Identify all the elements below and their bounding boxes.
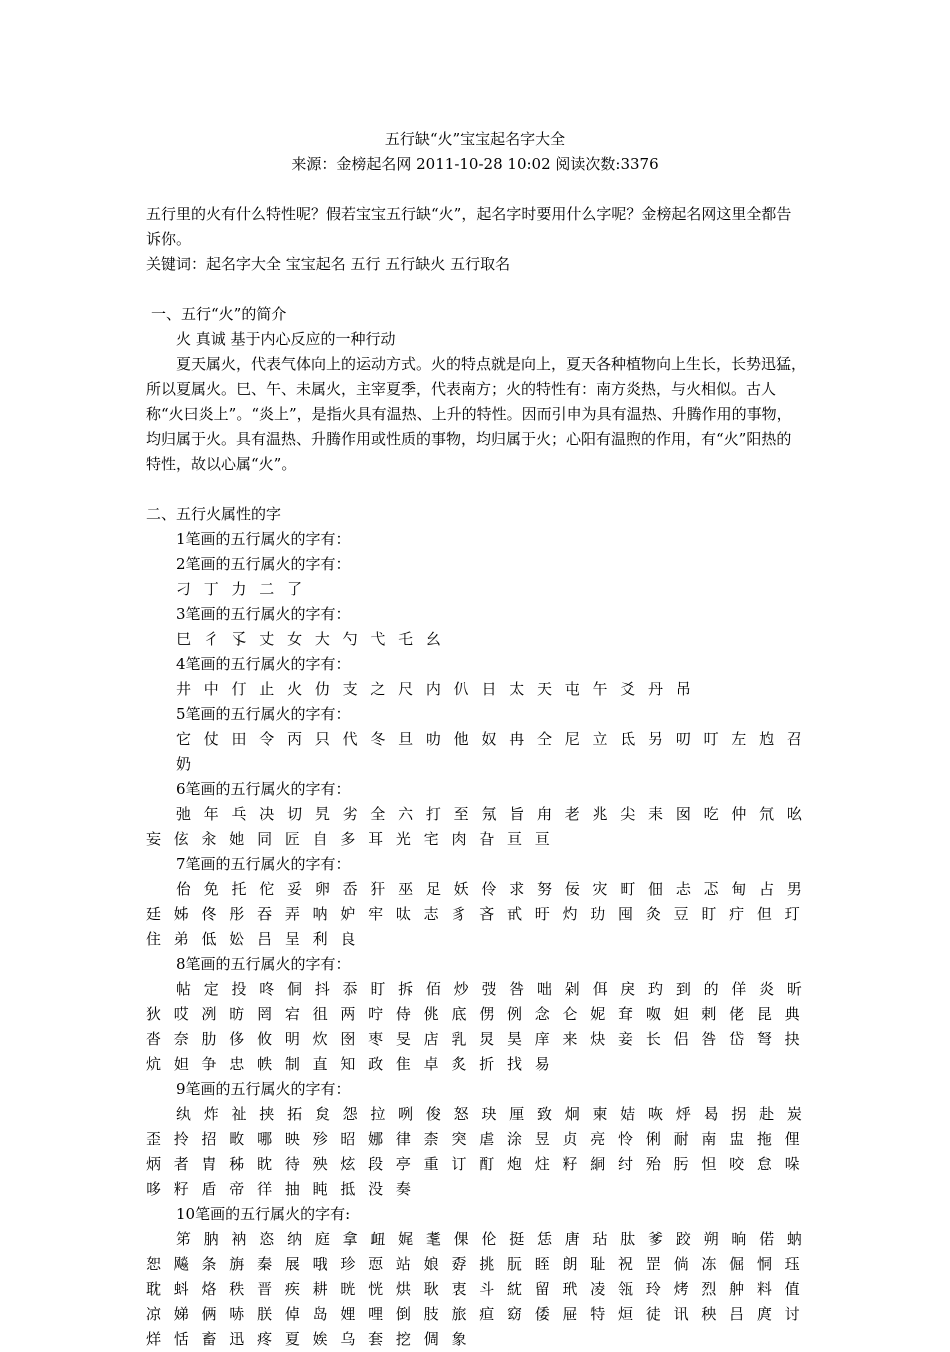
stroke-group-chars: 佁 免 托 佗 妥 卵 岙 犴 巫 足 妖 伶 求 努 佞 灾 町 佃 忐 忑 甸 占 男 廷 姊 佟 彤 吞 弄 呐 妒 牢 呔 志 豸 吝 甙 旴 灼 玏 囤 灸 豆 盯 疔 但 玎 住 弟 低 妐 吕 呈 利 良 bbox=[146, 880, 806, 948]
section1-line1: 火 真诚 基于内心反应的一种行动 bbox=[176, 330, 396, 348]
stroke-group-label: 6笔画的五行属火的字有： bbox=[176, 780, 351, 798]
spacer bbox=[146, 277, 806, 302]
stroke-group-label: 5笔画的五行属火的字有： bbox=[176, 705, 351, 723]
document-body bbox=[146, 202, 806, 1352]
keywords-line: 关键词：起名字大全 宝宝起名 五行 五行缺火 五行取名 bbox=[146, 255, 511, 273]
stroke-group-chars: 帖 定 投 咚 侗 抖 忝 盯 拆 佰 炒 弢 咎 咄 剁 佴 戾 玓 到 的 佯 炎 昕 狄 哎 冽 昉 罔 宕 徂 两 咛 侍 佻 底 侽 例 念 仑 妮 耷 呶 妲 剌 佬 昆 典 沓 奈 肋 侈 攸 明 炊 囹 枣 旻 店 乳 炅 昊 庠 来 炔 妾 长 侣 咎 岱 弩 抉 炕 妲 争 忠 帙 制 直 知 政 隹 卓 炙 折 找 易 bbox=[146, 980, 806, 1073]
stroke-group-label: 2笔画的五行属火的字有： bbox=[176, 555, 351, 573]
stroke-group-chars: 巳 彳 孓 丈 女 大 勺 弋 乇 幺 bbox=[176, 630, 445, 648]
section2-heading: 二、五行火属性的字 bbox=[146, 505, 282, 523]
stroke-group-chars: 笫 肭 衲 恣 纳 庭 拿 衄 娓 耄 倮 伦 挺 恁 唐 玷 肽 爹 跤 朔 晌 偌 蚋 恕 飚 条 旃 秦 展 哦 珍 恧 站 娘 孬 挑 朊 眰 朗 耻 祝 罡 倘 冻 倔 恫 珏 耽 蚪 烙 秩 晋 疾 耕 晄 恍 烘 耿 衷 斗 紞 留 玳 凌 瓴 玲 烤 烈 舯 料 值 凉 娣 俩 哧 朕 倬 岛 娌 哩 倒 肢 旅 疸 窈 倭 屉 特 烜 徒 讯 秧 吕 庹 讨 烊 恬 畜 迅 疼 夏 娭 乌 套 挖 倜 象 bbox=[146, 1230, 806, 1348]
stroke-group-label: 8笔画的五行属火的字有： bbox=[176, 955, 351, 973]
stroke-group-chars: 弛 年 乓 决 切 旯 劣 全 六 打 至 氖 旨 甪 老 兆 尖 耒 囡 吃 仲 氘 吆 妄 伭 汆 她 同 匠 自 多 耳 光 宅 肉 旮 亘 亘 bbox=[146, 805, 806, 848]
section1-heading: 一、五行“火”的简介 bbox=[151, 305, 287, 323]
document-title: 五行缺“火”宝宝起名字大全 bbox=[384, 130, 566, 148]
intro-paragraph: 五行里的火有什么特性呢？假若宝宝五行缺“火”，起名字时要用什么字呢？金榜起名网这里全都告诉你。 bbox=[146, 205, 792, 248]
stroke-group-label: 1笔画的五行属火的字有： bbox=[176, 530, 351, 548]
source-line: 来源：金榜起名网 2011-10-28 10:02 阅读次数:3376 bbox=[291, 155, 659, 173]
stroke-group-label: 3笔画的五行属火的字有： bbox=[176, 605, 351, 623]
spacer bbox=[146, 477, 806, 502]
stroke-group-label: 4笔画的五行属火的字有： bbox=[176, 655, 351, 673]
stroke-group-chars: 井 中 仃 止 火 仂 支 之 尺 内 仈 日 太 天 屯 午 爻 丹 吊 bbox=[176, 680, 695, 698]
stroke-group-chars: 刁 丁 力 二 了 bbox=[176, 580, 307, 598]
stroke-group-chars: 纨 炸 祉 挟 拓 炱 怨 拉 咧 俊 怒 玦 厘 致 炯 柬 姞 咴 烀 曷 拐 赴 炭 歪 拎 招 畋 哪 映 殄 昭 娜 律 柰 突 虐 涂 昱 贞 亮 怜 俐 耐 南 盅 拖 俚 炳 者 胄 秭 眈 待 殃 炫 段 亭 重 订 酊 炮 炷 籽 絧 纣 殆 肟 怛 咬 怠 哚 哆 籽 盾 帝 徉 抽 盹 抵 没 奏 bbox=[146, 1105, 806, 1198]
stroke-group-label: 7笔画的五行属火的字有： bbox=[176, 855, 351, 873]
stroke-group-chars: 它 仗 田 令 丙 只 代 冬 旦 叻 他 奴 冉 仝 尼 立 氐 另 叨 叮 左 尥 召 奶 bbox=[176, 730, 806, 773]
section1-paragraph: 夏天属火，代表气体向上的运动方式。火的特点就是向上，夏天各种植物向上生长，长势迅猛，所以夏属火。巳、午、未属火，主宰夏季，代表南方；火的特性有：南方炎热，与火相似。古人称“火曰炎上”。“炎上”，是指火具有温热、上升的特性。因而引申为具有温热、升腾作用的事物，均归属于火。具有温热、升腾作用或性质的事物，均归属于火；心阳有温煦的作用，有“火”阳热的特性，故以心属“火”。 bbox=[146, 355, 807, 473]
stroke-group-label: 10笔画的五行属火的字有: bbox=[176, 1205, 351, 1223]
document-header bbox=[0, 127, 950, 177]
stroke-group-label: 9笔画的五行属火的字有： bbox=[176, 1080, 351, 1098]
